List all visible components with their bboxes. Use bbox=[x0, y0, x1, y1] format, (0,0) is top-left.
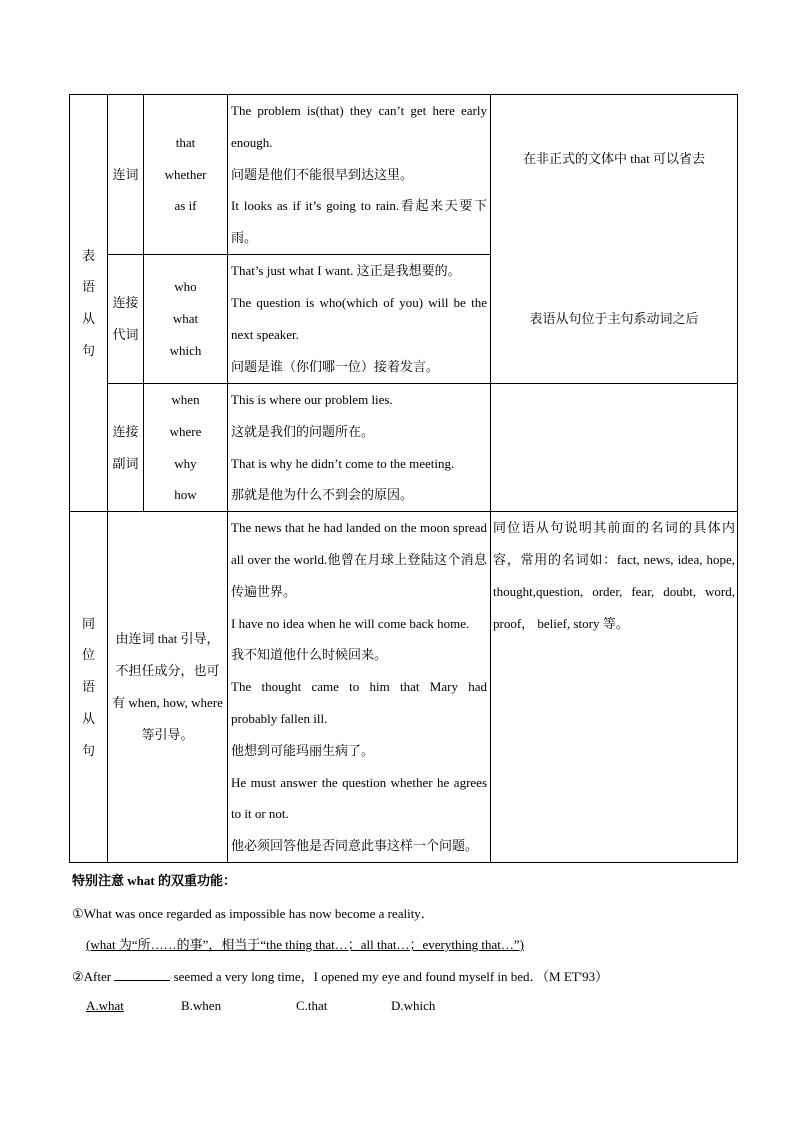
option-c: C.that bbox=[296, 998, 328, 1013]
question-text: seemed a very long time，I opened my eye and found myself in bed．（M ET'93） bbox=[173, 969, 609, 984]
note-cell bbox=[491, 512, 738, 863]
word: when bbox=[171, 392, 200, 407]
example-text: The problem is(that) they can’t get here early enough. bbox=[231, 103, 487, 150]
word: what bbox=[172, 311, 199, 327]
example-text: He must answer the question whether he agrees to it or not. bbox=[231, 774, 487, 822]
example-text: 那就是他为什么不到会的原因。 bbox=[231, 487, 414, 503]
label-char: 语 bbox=[81, 279, 95, 295]
example-text: It looks as if it’s going to rain.看起来天要下雨。 bbox=[231, 198, 487, 246]
word: that bbox=[175, 134, 196, 150]
label-char: 句 bbox=[81, 342, 95, 358]
word: how bbox=[174, 487, 197, 503]
label-char: 语 bbox=[81, 679, 95, 695]
note-item-1: ①What was once regarded as impossible has now become a reality． bbox=[72, 906, 434, 921]
example-cell bbox=[228, 384, 491, 512]
note-item-1-explain: (what 为“所……的事”，相当于“the thing that…；all that…；everything that…”) bbox=[86, 937, 524, 952]
option-d: D.which bbox=[391, 998, 436, 1013]
option-a: A.what bbox=[86, 998, 124, 1013]
example-text: The thought came to him that Mary had probably fallen ill. bbox=[231, 679, 487, 727]
label-char: 表 bbox=[81, 247, 95, 263]
table-row bbox=[70, 384, 738, 512]
label-char: 从 bbox=[81, 711, 95, 727]
example-text: I have no idea when he will come back home. bbox=[231, 615, 470, 631]
note-cell-empty bbox=[491, 384, 738, 512]
example-text: 这就是我们的问题所在。 bbox=[231, 423, 375, 439]
example-text: This is where our problem lies. bbox=[231, 392, 393, 407]
example-cell bbox=[228, 95, 491, 255]
word-list bbox=[144, 384, 228, 512]
type-text: 连词 bbox=[112, 166, 139, 182]
type-label bbox=[108, 255, 144, 384]
type-label bbox=[108, 384, 144, 512]
label-char: 位 bbox=[81, 647, 95, 663]
type-text: 连接 bbox=[112, 295, 139, 311]
tongwei-label bbox=[70, 512, 108, 863]
type-text: 代词 bbox=[112, 327, 139, 342]
notes-heading: 特别注意 what 的双重功能： bbox=[72, 873, 236, 888]
word-list bbox=[144, 255, 228, 384]
note-cell bbox=[491, 95, 738, 384]
example-cell bbox=[228, 255, 491, 384]
word-list bbox=[144, 95, 228, 255]
example-text: 问题是谁（你们哪一位）接着发言。 bbox=[231, 358, 440, 374]
example-text: The question is who(which of you) will be the next speaker. bbox=[231, 295, 487, 342]
example-cell bbox=[228, 512, 491, 863]
biaoyu-label bbox=[70, 95, 108, 512]
example-text: That is why he didn’t come to the meeting. bbox=[231, 455, 455, 471]
word: why bbox=[174, 455, 197, 471]
label-char: 同 bbox=[81, 615, 95, 631]
example-text: 他想到可能玛丽生病了。 bbox=[231, 742, 375, 758]
example-text: 他必须回答他是否同意此事这样一个问题。 bbox=[231, 838, 479, 854]
grammar-table bbox=[69, 94, 738, 863]
answer-blank bbox=[114, 968, 170, 981]
table-row bbox=[70, 512, 738, 863]
note-text: 在非正式的文体中 that 可以省去 bbox=[523, 151, 705, 167]
word: who bbox=[174, 279, 197, 295]
table-row bbox=[70, 95, 738, 255]
type-text: 连接 bbox=[112, 423, 139, 439]
question-text: ②After bbox=[72, 969, 112, 984]
label-char: 从 bbox=[81, 311, 95, 327]
type-label bbox=[108, 95, 144, 255]
example-text: 问题是他们不能很早到达这里。 bbox=[231, 166, 414, 182]
tongwei-description bbox=[108, 512, 228, 863]
example-text: 我不知道他什么时候回来。 bbox=[231, 647, 388, 663]
word: as if bbox=[174, 198, 197, 214]
label-char: 句 bbox=[81, 742, 95, 758]
note-text: 同位语从句说明其前面的名词的具体内容，常用的名词如：fact, news, idea, hope, thought,question, order, fear, doubt, word, proof， belief, story 等。 bbox=[493, 520, 735, 631]
type-text: 副词 bbox=[112, 455, 139, 471]
note-text: 表语从句位于主句系动词之后 bbox=[529, 311, 699, 326]
note-item-2 bbox=[72, 966, 608, 985]
example-text: The news that he had landed on the moon spread all over the world.他曾在月球上登陆这个消息传遍世界。 bbox=[231, 520, 487, 599]
example-text: That’s just what I want. 这正是我想要的。 bbox=[231, 263, 461, 279]
word: which bbox=[169, 342, 202, 358]
word: whether bbox=[164, 166, 207, 182]
word: where bbox=[169, 423, 202, 439]
option-b: B.when bbox=[181, 998, 222, 1013]
description-text: 由连词 that 引导，不担任成分，也可有 when, how, where 等引导。 bbox=[112, 631, 223, 743]
